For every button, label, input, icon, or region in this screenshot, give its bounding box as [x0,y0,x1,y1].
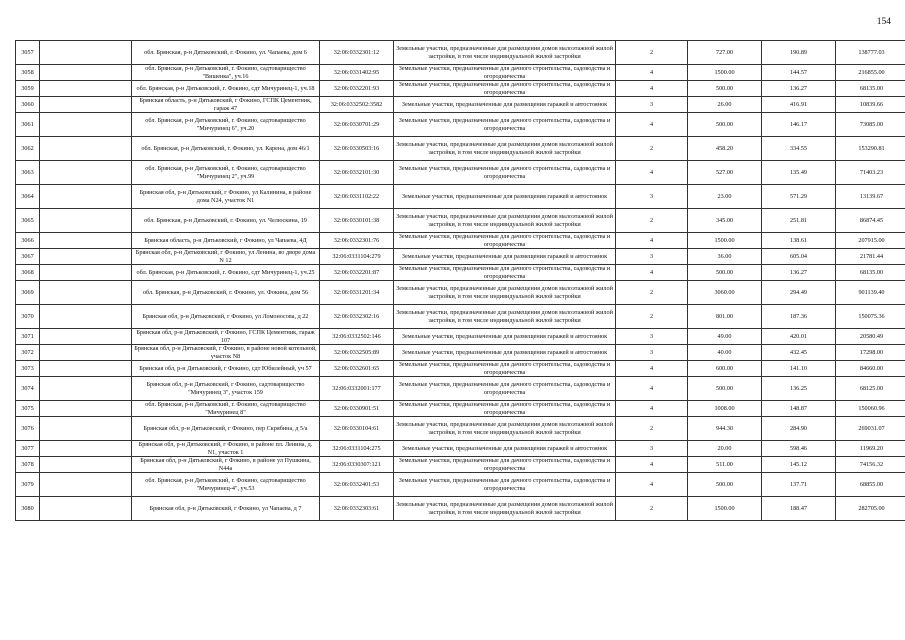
group-cell: 4 [616,361,688,377]
blank-cell [40,377,132,401]
table-body [16,41,905,521]
address-cell: Брянская обл, р-н Дятьковский, г Фокино, ГСПК Цементник, гараж 107 [132,329,320,345]
group-cell: 3 [616,329,688,345]
cadastral-number-cell: 32:06:0331102:22 [320,185,394,209]
cadastral-number-cell: 32:06:0332301:12 [320,41,394,65]
table-row [16,65,905,81]
address-cell: Брянская обл, р-н Дятьковский, г Фокино, пер Скрябина, д 5/а [132,417,320,441]
address-cell: Брянская область, р-н Дятьковский, г Фокино, ул Чапаева, 4Д [132,233,320,249]
area-cell: 1500.00 [688,233,762,249]
rate-cell: 571.29 [762,185,836,209]
row-number-cell: 3063 [16,161,40,185]
cadastral-number-cell: 32:06:0330701:29 [320,113,394,137]
cadastral-number-cell: 32:06:0332502:146 [320,329,394,345]
row-number-cell: 3060 [16,97,40,113]
cadastral-value-cell: 21781.44 [836,249,905,265]
group-cell: 4 [616,401,688,417]
table-row [16,417,905,441]
area-cell: 527.00 [688,161,762,185]
area-cell: 500.00 [688,265,762,281]
row-number-cell: 3077 [16,441,40,457]
blank-cell [40,305,132,329]
cadastral-number-cell: 32:06:0332601:65 [320,361,394,377]
land-purpose-cell: Земельные участки, предназначенные для дачного строительства, садоводства и огородничества [394,473,616,497]
table-row [16,265,905,281]
table-row [16,401,905,417]
group-cell: 3 [616,249,688,265]
cadastral-number-cell: 32:06:0331104:275 [320,441,394,457]
blank-cell [40,281,132,305]
cadastral-number-cell: 32:06:0331402:95 [320,65,394,81]
rate-cell: 294.49 [762,281,836,305]
cadastral-number-cell: 32:06:0332001:177 [320,377,394,401]
cadastral-value-cell: 269031.07 [836,417,905,441]
group-cell: 4 [616,113,688,137]
cadastral-number-cell: 32:06:0330104:61 [320,417,394,441]
blank-cell [40,417,132,441]
cadastral-value-cell: 138777.03 [836,41,905,65]
cadastral-value-cell: 71403.23 [836,161,905,185]
address-cell: Брянская обл, р-н Дятьковский, г Фокино, в районе новой котельной, участок N8 [132,345,320,361]
area-cell: 500.00 [688,377,762,401]
cadastral-number-cell: 32:06:0330901:51 [320,401,394,417]
cadastral-value-cell: 153290.81 [836,137,905,161]
table-row [16,361,905,377]
blank-cell [40,249,132,265]
rate-cell: 432.45 [762,345,836,361]
rate-cell: 251.81 [762,209,836,233]
row-number-cell: 3064 [16,185,40,209]
group-cell: 3 [616,345,688,361]
group-cell: 4 [616,65,688,81]
cadastral-number-cell: 32:06:0332201:93 [320,81,394,97]
area-cell: 49.00 [688,329,762,345]
group-cell: 2 [616,209,688,233]
row-number-cell: 3058 [16,65,40,81]
rate-cell: 144.57 [762,65,836,81]
land-purpose-cell: Земельные участки, предназначенные для размещения домов малоэтажной жилой застройки, в том числе индивидуальной жилой застройки [394,209,616,233]
address-cell: Брянская обл, р-н Дятьковский, г Фокино, в районе ул Пушкина, N44а [132,457,320,473]
rate-cell: 136.27 [762,81,836,97]
address-cell: обл. Брянская, р-н Дятьковский, г. Фокино, ул. Карена, дом 46/1 [132,137,320,161]
rate-cell: 145.12 [762,457,836,473]
address-cell: Брянская обл, р-н Дятьковский, г Фокино, садтоварищество "Мичуринец 3", участок 159 [132,377,320,401]
group-cell: 3 [616,441,688,457]
address-cell: обл. Брянская, р-н Дятьковский, г. Фокино, ул. Чапаева, дом 6 [132,41,320,65]
row-number-cell: 3071 [16,329,40,345]
cadastral-value-cell: 68125.00 [836,377,905,401]
blank-cell [40,41,132,65]
row-number-cell: 3078 [16,457,40,473]
table-row [16,329,905,345]
row-number-cell: 3065 [16,209,40,233]
table-row [16,161,905,185]
land-purpose-cell: Земельные участки, предназначенные для дачного строительства, садоводства и огородничества [394,161,616,185]
blank-cell [40,265,132,281]
row-number-cell: 3072 [16,345,40,361]
address-cell: обл. Брянская, р-н Дятьковский, г. Фокино, садтоварищество "Вишенка", уч.16 [132,65,320,81]
land-purpose-cell: Земельные участки, предназначенные для дачного строительства, садоводства и огородничества [394,401,616,417]
land-purpose-cell: Земельные участки, предназначенные для размещения домов малоэтажной жилой застройки, в том числе индивидуальной жилой застройки [394,305,616,329]
land-purpose-cell: Земельные участки, предназначенные для размещения домов малоэтажной жилой застройки, в том числе индивидуальной жилой застройки [394,137,616,161]
rate-cell: 136.25 [762,377,836,401]
cadastral-value-cell: 901139.40 [836,281,905,305]
table-row [16,233,905,249]
blank-cell [40,161,132,185]
rate-cell: 334.55 [762,137,836,161]
land-purpose-cell: Земельные участки, предназначенные для размещения гаражей и автостоянок [394,185,616,209]
row-number-cell: 3066 [16,233,40,249]
area-cell: 1500.00 [688,65,762,81]
cadastral-value-cell: 20580.49 [836,329,905,345]
cadastral-value-cell: 84660.00 [836,361,905,377]
table-row [16,457,905,473]
land-purpose-cell: Земельные участки, предназначенные для дачного строительства, садоводства и огородничества [394,65,616,81]
land-purpose-cell: Земельные участки, предназначенные для дачного строительства, садоводства и огородничества [394,457,616,473]
cadastral-value-cell: 68135.00 [836,265,905,281]
row-number-cell: 3069 [16,281,40,305]
table-row [16,185,905,209]
cadastral-value-cell: 282705.00 [836,497,905,521]
group-cell: 4 [616,457,688,473]
cadastral-number-cell: 32:06:0331201:34 [320,281,394,305]
row-number-cell: 3057 [16,41,40,65]
table-row [16,281,905,305]
land-purpose-cell: Земельные участки, предназначенные для дачного строительства, садоводства и огородничества [394,81,616,97]
group-cell: 2 [616,41,688,65]
rate-cell: 135.49 [762,161,836,185]
group-cell: 3 [616,97,688,113]
cadastral-number-cell: 32:06:0332401:53 [320,473,394,497]
rate-cell: 137.71 [762,473,836,497]
page-number: 154 [876,17,891,27]
area-cell: 600.00 [688,361,762,377]
address-cell: обл. Брянская, р-н Дятьковский, г. Фокино, садтоварищество "Мичуринец 8" [132,401,320,417]
land-purpose-cell: Земельные участки, предназначенные для размещения домов малоэтажной жилой застройки, в том числе индивидуальной жилой застройки [394,417,616,441]
area-cell: 26.00 [688,97,762,113]
rate-cell: 187.36 [762,305,836,329]
area-cell: 801.00 [688,305,762,329]
cadastral-number-cell: 32:06:0330503:16 [320,137,394,161]
address-cell: обл. Брянская, р-н Дятьковский, г. Фокино, садтоварищество "Мичуринец-4", уч.53 [132,473,320,497]
cadastral-number-cell: 32:06:0332101:30 [320,161,394,185]
row-number-cell: 3076 [16,417,40,441]
land-purpose-cell: Земельные участки, предназначенные для размещения домов малоэтажной жилой застройки, в том числе индивидуальной жилой застройки [394,497,616,521]
land-purpose-cell: Земельные участки, предназначенные для дачного строительства, садоводства и огородничества [394,233,616,249]
group-cell: 4 [616,233,688,249]
cadastral-value-cell: 207915.00 [836,233,905,249]
address-cell: Брянская область, р-н Дятьковский, г Фокино, ГСПК Цементник, гараж 47 [132,97,320,113]
cadastral-value-cell: 10839.66 [836,97,905,113]
land-purpose-cell: Земельные участки, предназначенные для размещения гаражей и автостоянок [394,345,616,361]
table-row [16,441,905,457]
land-purpose-cell: Земельные участки, предназначенные для дачного строительства, садоводства и огородничества [394,361,616,377]
group-cell: 4 [616,81,688,97]
table-row [16,305,905,329]
blank-cell [40,97,132,113]
blank-cell [40,401,132,417]
group-cell: 2 [616,137,688,161]
rate-cell: 420.01 [762,329,836,345]
address-cell: обл. Брянская, р-н Дятьковский, г. Фокино, садтоварищество "Мичуринец 6", уч.20 [132,113,320,137]
row-number-cell: 3073 [16,361,40,377]
cadastral-value-cell: 68855.00 [836,473,905,497]
address-cell: Брянская обл, р-н Дятьковский, г Фокино, ул Ленина, во дворе дома N 12 [132,249,320,265]
cadastral-value-cell: 11969.20 [836,441,905,457]
cadastral-value-cell: 73085.00 [836,113,905,137]
address-cell: обл. Брянская, р-н Дятьковский, г. Фокино, сдт Мичуринец-1, уч.18 [132,81,320,97]
area-cell: 500.00 [688,81,762,97]
cadastral-value-cell: 150060.96 [836,401,905,417]
address-cell: обл. Брянская, р-н Дятьковский, г. Фокино, ул. Челюскина, 19 [132,209,320,233]
area-cell: 511.00 [688,457,762,473]
cadastral-value-cell: 216855.00 [836,65,905,81]
cadastral-number-cell: 32:06:0332201:87 [320,265,394,281]
table-row [16,249,905,265]
table-row [16,209,905,233]
row-number-cell: 3075 [16,401,40,417]
address-cell: обл. Брянская, р-н Дятьковский, г. Фокино, сдт Мичуринец-1, уч.25 [132,265,320,281]
blank-cell [40,473,132,497]
cadastral-number-cell: 32:06:0330307:121 [320,457,394,473]
group-cell: 2 [616,417,688,441]
cadastral-number-cell: 32:06:0332302:16 [320,305,394,329]
blank-cell [40,185,132,209]
area-cell: 727.00 [688,41,762,65]
land-registry-table [15,40,905,521]
group-cell: 3 [616,185,688,209]
group-cell: 4 [616,473,688,497]
table-row [16,137,905,161]
land-purpose-cell: Земельные участки, предназначенные для дачного строительства, садоводства и огородничества [394,113,616,137]
blank-cell [40,233,132,249]
row-number-cell: 3074 [16,377,40,401]
blank-cell [40,345,132,361]
group-cell: 2 [616,497,688,521]
cadastral-value-cell: 150075.36 [836,305,905,329]
cadastral-value-cell: 86874.45 [836,209,905,233]
area-cell: 20.00 [688,441,762,457]
row-number-cell: 3079 [16,473,40,497]
group-cell: 2 [616,281,688,305]
address-cell: Брянская обл, р-н Дятьковский, г Фокино, ул Ломоносова, д 22 [132,305,320,329]
rate-cell: 190.89 [762,41,836,65]
rate-cell: 138.61 [762,233,836,249]
rate-cell: 416.91 [762,97,836,113]
row-number-cell: 3070 [16,305,40,329]
area-cell: 345.00 [688,209,762,233]
blank-cell [40,441,132,457]
rate-cell: 146.17 [762,113,836,137]
area-cell: 1500.00 [688,497,762,521]
area-cell: 23.00 [688,185,762,209]
row-number-cell: 3068 [16,265,40,281]
group-cell: 4 [616,161,688,185]
group-cell: 4 [616,265,688,281]
blank-cell [40,65,132,81]
table-row [16,345,905,361]
area-cell: 500.00 [688,113,762,137]
group-cell: 2 [616,305,688,329]
area-cell: 458.20 [688,137,762,161]
blank-cell [40,329,132,345]
table-row [16,97,905,113]
table-row [16,497,905,521]
area-cell: 1008.00 [688,401,762,417]
blank-cell [40,137,132,161]
row-number-cell: 3059 [16,81,40,97]
blank-cell [40,497,132,521]
cadastral-value-cell: 13139.67 [836,185,905,209]
blank-cell [40,113,132,137]
table-row [16,377,905,401]
land-purpose-cell: Земельные участки, предназначенные для дачного строительства, садоводства и огородничества [394,265,616,281]
area-cell: 500.00 [688,473,762,497]
rate-cell: 598.46 [762,441,836,457]
cadastral-value-cell: 17298.00 [836,345,905,361]
cadastral-value-cell: 68135.00 [836,81,905,97]
address-cell: Брянская обл, р-н Дятьковский, г Фокино, в районе пл. Ленина, д. N1, участок 1 [132,441,320,457]
cadastral-value-cell: 74156.32 [836,457,905,473]
land-purpose-cell: Земельные участки, предназначенные для размещения гаражей и автостоянок [394,97,616,113]
area-cell: 40.00 [688,345,762,361]
blank-cell [40,209,132,233]
blank-cell [40,457,132,473]
area-cell: 36.00 [688,249,762,265]
area-cell: 3060.00 [688,281,762,305]
cadastral-number-cell: 32:06:0332303:61 [320,497,394,521]
cadastral-number-cell: 32:06:0331104:279 [320,249,394,265]
group-cell: 4 [616,377,688,401]
address-cell: Брянская обл, р-н Дятьковский, г Фокино, сдт Юбилейный, уч 57 [132,361,320,377]
table-row [16,473,905,497]
table-row [16,113,905,137]
table-row [16,81,905,97]
land-purpose-cell: Земельные участки, предназначенные для размещения домов малоэтажной жилой застройки, в том числе индивидуальной жилой застройки [394,41,616,65]
cadastral-number-cell: 32:06:0330101:38 [320,209,394,233]
land-purpose-cell: Земельные участки, предназначенные для размещения гаражей и автостоянок [394,329,616,345]
row-number-cell: 3062 [16,137,40,161]
table-row [16,41,905,65]
cadastral-number-cell: 32:06:0332301:76 [320,233,394,249]
land-purpose-cell: Земельные участки, предназначенные для размещения домов малоэтажной жилой застройки, в том числе индивидуальной жилой застройки [394,281,616,305]
address-cell: Брянская обл, р-н Дятьковский, г Фокино, ул Чапаева, д 7 [132,497,320,521]
row-number-cell: 3080 [16,497,40,521]
row-number-cell: 3061 [16,113,40,137]
rate-cell: 136.27 [762,265,836,281]
land-purpose-cell: Земельные участки, предназначенные для размещения гаражей и автостоянок [394,249,616,265]
blank-cell [40,81,132,97]
rate-cell: 148.87 [762,401,836,417]
land-purpose-cell: Земельные участки, предназначенные для размещения гаражей и автостоянок [394,441,616,457]
rate-cell: 284.90 [762,417,836,441]
land-purpose-cell: Земельные участки, предназначенные для дачного строительства, садоводства и огородничества [394,377,616,401]
rate-cell: 141.10 [762,361,836,377]
row-number-cell: 3067 [16,249,40,265]
address-cell: Брянская обл, р-н Дятьковский, г Фокино, ул Калинина, в районе дома N24, участок N1 [132,185,320,209]
blank-cell [40,361,132,377]
rate-cell: 605.04 [762,249,836,265]
cadastral-number-cell: 32:06:0332502:3582 [320,97,394,113]
address-cell: обл. Брянская, р-н Дятьковский, г. Фокино, садтоварищество "Мичуринец 2", уч.99 [132,161,320,185]
cadastral-number-cell: 32:06:0332505:89 [320,345,394,361]
rate-cell: 188.47 [762,497,836,521]
address-cell: обл. Брянская, р-н Дятьковский, г. Фокино, ул. Фокина, дом 56 [132,281,320,305]
area-cell: 944.30 [688,417,762,441]
